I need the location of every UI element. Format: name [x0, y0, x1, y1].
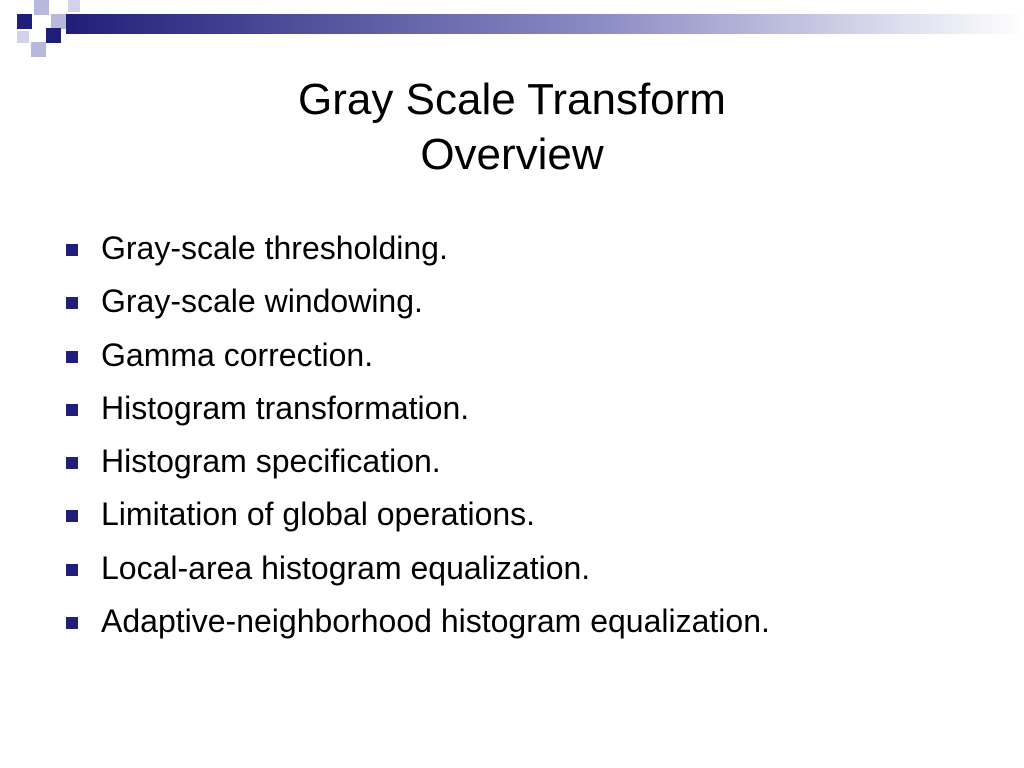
bullet-text: Gray-scale windowing. — [101, 283, 423, 320]
list-item — [64, 329, 770, 382]
header-decoration — [0, 0, 1024, 70]
deco-square-dark-1 — [17, 14, 32, 29]
deco-square-light-3 — [31, 42, 46, 57]
bullet-text: Adaptive-neighborhood histogram equalization. — [101, 603, 770, 640]
deco-square-light-4 — [17, 31, 29, 43]
bullet-text: Local-area histogram equalization. — [101, 549, 591, 586]
bullet-text: Gamma correction. — [101, 336, 374, 373]
slide-title — [0, 72, 1024, 182]
deco-square-light-5 — [68, 0, 80, 12]
list-item — [64, 595, 770, 648]
square-bullet-icon — [66, 244, 78, 256]
deco-square-light-2 — [51, 14, 66, 29]
square-bullet-icon — [66, 617, 78, 629]
square-bullet-icon — [66, 297, 78, 309]
deco-square-dark-2 — [46, 28, 61, 43]
square-bullet-icon — [66, 404, 78, 416]
list-item — [64, 222, 770, 275]
list-item — [64, 275, 770, 328]
header-gradient-bar — [66, 14, 1024, 34]
square-bullet-icon — [66, 564, 78, 576]
list-item — [64, 542, 770, 595]
square-bullet-icon — [66, 457, 78, 469]
deco-square-light-1 — [34, 0, 49, 15]
bullet-list — [64, 222, 770, 648]
list-item — [64, 488, 770, 541]
bullet-text: Gray-scale thresholding. — [101, 230, 448, 266]
square-bullet-icon — [66, 510, 78, 522]
bullet-text: Limitation of global operations. — [101, 496, 536, 533]
bullet-text: Histogram specification. — [101, 443, 441, 480]
square-bullet-icon — [66, 351, 78, 363]
slide-title-line-1: Gray Scale Transform — [298, 75, 726, 124]
bullet-text: Histogram transformation. — [101, 389, 470, 426]
slide-title-line-2: Overview — [420, 130, 604, 179]
list-item — [64, 382, 770, 435]
list-item — [64, 435, 770, 488]
